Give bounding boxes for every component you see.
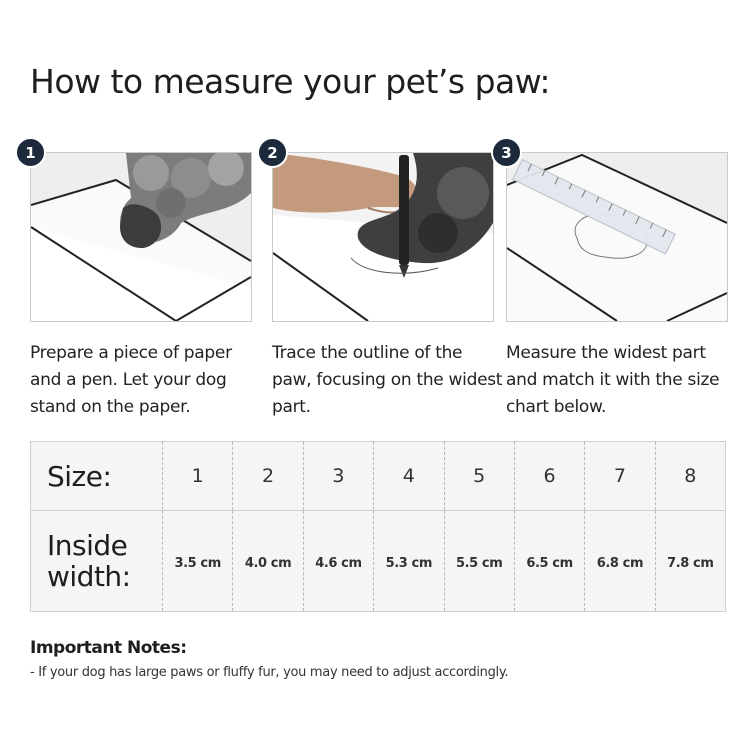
- width-cell: 3.5 cm: [163, 511, 233, 612]
- page-title: How to measure your pet’s paw:: [30, 62, 551, 101]
- inside-width-row: [31, 511, 726, 612]
- width-cell: 5.3 cm: [374, 511, 444, 612]
- size-cell: 7: [585, 442, 655, 511]
- step-number-badge: 1: [15, 137, 46, 168]
- size-cell: 2: [233, 442, 303, 511]
- width-cell: 7.8 cm: [655, 511, 725, 612]
- size-cell: 5: [444, 442, 514, 511]
- width-cell: 4.6 cm: [303, 511, 373, 612]
- width-cell: 4.0 cm: [233, 511, 303, 612]
- size-cell: 6: [514, 442, 584, 511]
- step-3-photo-measuring-ruler: [506, 152, 728, 322]
- step-2-text: Trace the outline of the paw, focusing on the widest part.: [272, 343, 503, 417]
- inside-width-row-label: Inside width:: [47, 529, 131, 593]
- size-cell: 1: [163, 442, 233, 511]
- step-number-badge: 2: [257, 137, 288, 168]
- notes-title: Important Notes:: [30, 638, 187, 658]
- step-1-text: Prepare a piece of paper and a pen. Let your dog stand on the paper.: [30, 343, 232, 417]
- size-cell: 3: [303, 442, 373, 511]
- step-1-photo-paw-on-paper: [30, 152, 252, 322]
- step-2: [267, 143, 503, 421]
- width-cell: 6.8 cm: [585, 511, 655, 612]
- width-cell: 6.5 cm: [514, 511, 584, 612]
- size-chart-table: [30, 441, 726, 612]
- size-cell: 8: [655, 442, 725, 511]
- step-3: [501, 143, 728, 421]
- size-row-label: Size:: [31, 442, 163, 511]
- width-cell: 5.5 cm: [444, 511, 514, 612]
- step-3-text: Measure the widest part and match it with the size chart below.: [506, 343, 720, 417]
- step-number-badge: 3: [491, 137, 522, 168]
- size-cell: 4: [374, 442, 444, 511]
- step-1: [25, 143, 252, 421]
- step-2-photo-tracing-paw: [272, 152, 494, 322]
- notes-text: - If your dog has large paws or fluffy fur, you may need to adjust accordingly.: [30, 665, 509, 680]
- size-row: [31, 442, 726, 511]
